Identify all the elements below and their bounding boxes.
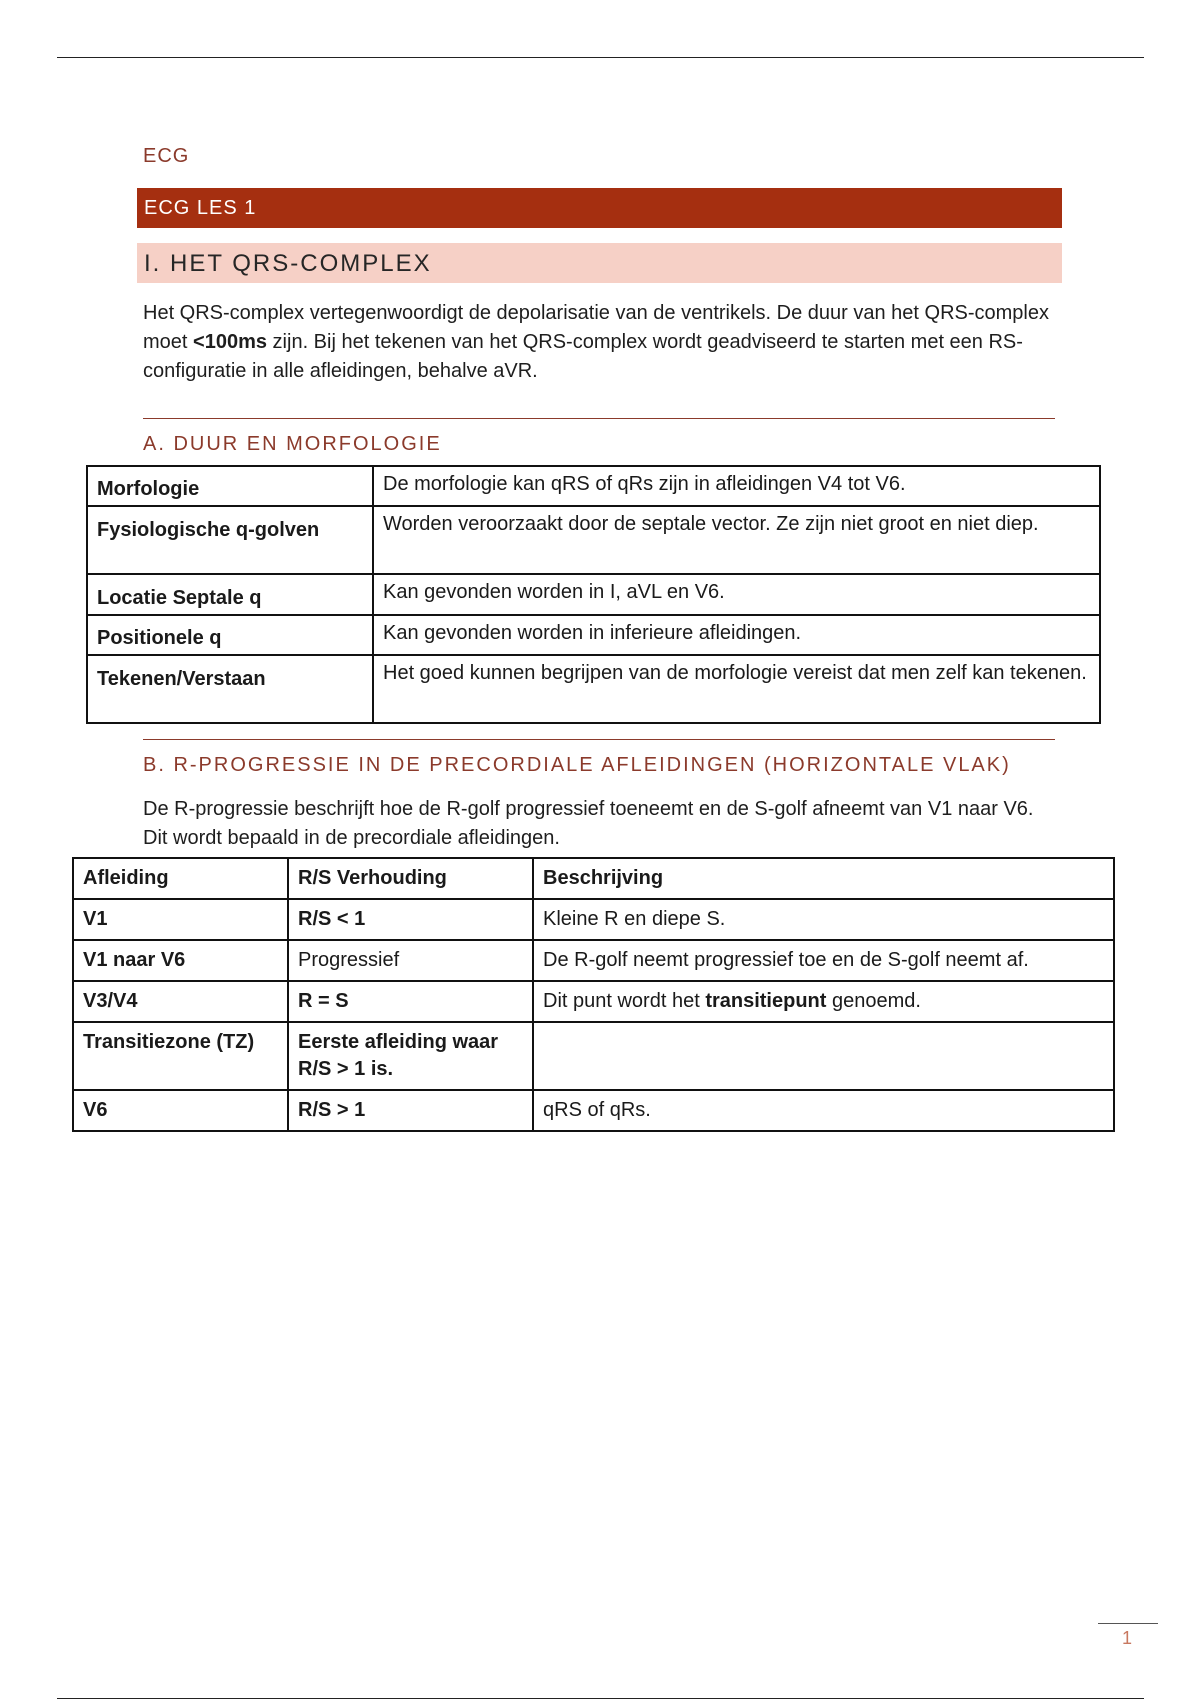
page-number-rule bbox=[1098, 1623, 1158, 1624]
r-progression-intro-paragraph: De R-progressie beschrijft hoe de R-golf progressief toeneemt en de S-golf afneemt van V1 naar V6. Dit wordt bepaald in de precordiale afleidingen. bbox=[143, 798, 1034, 849]
ratio-cell: R = S bbox=[288, 981, 533, 1022]
description-cell bbox=[533, 981, 1114, 1022]
description-cell: qRS of qRs. bbox=[533, 1090, 1114, 1131]
table-row bbox=[87, 466, 1100, 506]
column-header: Afleiding bbox=[73, 858, 288, 899]
term-cell: Locatie Septale q bbox=[87, 574, 373, 615]
description-text-part: Dit punt wordt het bbox=[543, 990, 706, 1012]
subsection-heading-b: B. R-PROGRESSIE IN DE PRECORDIALE AFLEIDINGEN (HORIZONTALE VLAK) bbox=[143, 754, 1011, 776]
term-cell: Morfologie bbox=[87, 466, 373, 506]
description-cell: Kleine R en diepe S. bbox=[533, 899, 1114, 940]
chapter-title: ECG LES 1 bbox=[144, 197, 257, 219]
chapter-banner bbox=[137, 188, 1062, 228]
intro-bold-value: <100ms bbox=[193, 331, 267, 353]
section-divider bbox=[143, 418, 1055, 419]
transition-point-term: transitiepunt bbox=[705, 990, 827, 1012]
header-rule bbox=[57, 57, 1144, 58]
section-heading-bar bbox=[137, 243, 1062, 283]
section-heading: I. HET QRS-COMPLEX bbox=[144, 250, 432, 277]
description-text-part: genoemd. bbox=[826, 990, 921, 1012]
table-header-row bbox=[73, 858, 1114, 899]
table-row bbox=[73, 1022, 1114, 1090]
table-row bbox=[73, 899, 1114, 940]
ratio-cell: Eerste afleiding waar R/S > 1 is. bbox=[288, 1022, 533, 1090]
morphology-table bbox=[86, 465, 1101, 724]
description-cell: Worden veroorzaakt door de septale vector. Ze zijn niet groot en niet diep. bbox=[373, 506, 1100, 574]
ratio-cell: R/S > 1 bbox=[288, 1090, 533, 1131]
description-cell: Kan gevonden worden in inferieure afleidingen. bbox=[373, 615, 1100, 655]
lead-cell: V3/V4 bbox=[73, 981, 288, 1022]
footer-rule bbox=[57, 1698, 1144, 1699]
r-progression-table bbox=[72, 857, 1115, 1132]
table-row bbox=[87, 506, 1100, 574]
description-cell: Kan gevonden worden in I, aVL en V6. bbox=[373, 574, 1100, 615]
lead-cell: V1 bbox=[73, 899, 288, 940]
table-row bbox=[73, 940, 1114, 981]
term-cell: Tekenen/Verstaan bbox=[87, 655, 373, 723]
term-cell: Fysiologische q-golven bbox=[87, 506, 373, 574]
table-row bbox=[87, 655, 1100, 723]
table-row bbox=[87, 615, 1100, 655]
term-cell: Positionele q bbox=[87, 615, 373, 655]
page-number: 1 bbox=[1122, 1628, 1133, 1648]
table-row bbox=[73, 1090, 1114, 1131]
table-row bbox=[87, 574, 1100, 615]
ratio-cell: R/S < 1 bbox=[288, 899, 533, 940]
intro-text-part: Het QRS-complex vertegenwoordigt de depolarisatie van de ventrikels. De duur van het QRS-complex moet bbox=[143, 302, 1049, 353]
intro-text-part: zijn. Bij het tekenen van het QRS-complex wordt geadviseerd te starten met een RS-configuratie in alle afleidingen, behalve aVR. bbox=[143, 331, 1023, 382]
column-header: Beschrijving bbox=[533, 858, 1114, 899]
description-cell: De morfologie kan qRS of qRs zijn in afleidingen V4 tot V6. bbox=[373, 466, 1100, 506]
lead-cell: V6 bbox=[73, 1090, 288, 1131]
description-cell: Het goed kunnen begrijpen van de morfologie vereist dat men zelf kan tekenen. bbox=[373, 655, 1100, 723]
description-cell: De R-golf neemt progressief toe en de S-golf neemt af. bbox=[533, 940, 1114, 981]
subsection-heading-a: A. DUUR EN MORFOLOGIE bbox=[143, 433, 442, 455]
description-cell bbox=[533, 1022, 1114, 1090]
lead-cell: Transitiezone (TZ) bbox=[73, 1022, 288, 1090]
section-divider bbox=[143, 739, 1055, 740]
document-label: ECG bbox=[143, 145, 190, 167]
table-row bbox=[73, 981, 1114, 1022]
lead-cell: V1 naar V6 bbox=[73, 940, 288, 981]
column-header: R/S Verhouding bbox=[288, 858, 533, 899]
ratio-cell: Progressief bbox=[288, 940, 533, 981]
qrs-intro-paragraph bbox=[143, 299, 1063, 386]
